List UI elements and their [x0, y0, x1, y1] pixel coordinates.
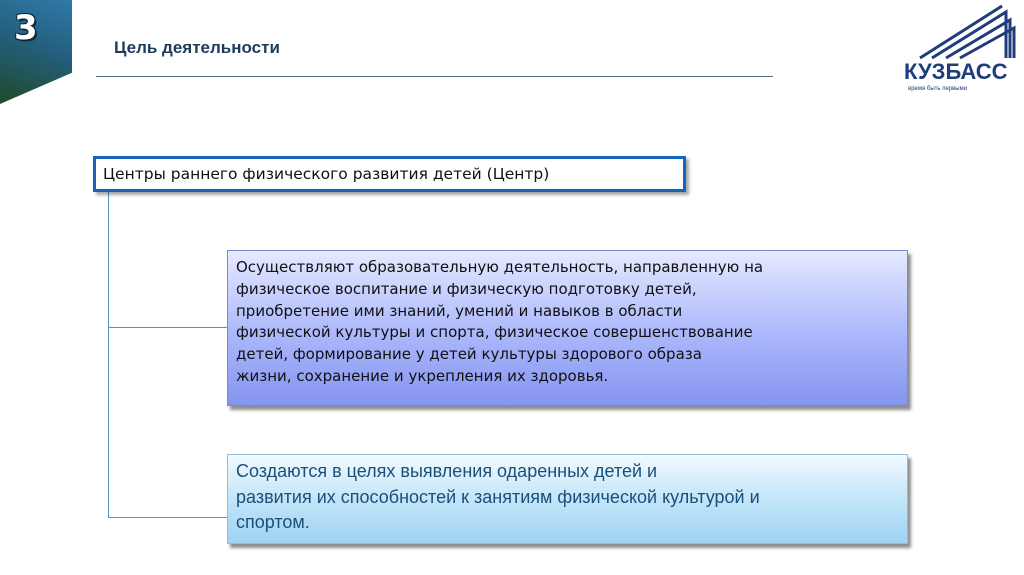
slide-number: 3 — [14, 8, 38, 48]
box-2-line: Создаются в целях выявления одаренных детей и — [236, 461, 658, 481]
centers-header-box: Центры раннего физического развития детей (Центр) — [93, 156, 686, 192]
logo-text: КУЗБАСС — [904, 59, 1008, 84]
box-1-line: приобретение ими знаний, умений и навыков в области — [236, 301, 683, 320]
connector-vertical — [108, 192, 109, 518]
box-1-line: детей, формирование у детей культуры здорового образа — [236, 345, 702, 364]
purpose-box — [227, 454, 908, 544]
page-title: Цель деятельности — [114, 38, 280, 57]
box-2-line: развития их способностей к занятиям физической культурой и — [236, 486, 760, 507]
logo-tagline: время быть первыми — [908, 86, 968, 92]
kuzbass-logo — [898, 2, 1024, 98]
box-1-line: физической культуры и спорта, физическое совершенствование — [236, 323, 753, 342]
box-1-line: Осуществляют образовательную деятельность, направленную на — [236, 258, 764, 276]
box-1-line: физическое воспитание и физическую подготовку детей, — [236, 279, 697, 298]
connector-branch-1 — [108, 327, 227, 328]
title-divider — [96, 76, 773, 77]
connector-branch-2 — [108, 517, 227, 518]
box-1-line: жизни, сохранение и укрепления их здоровья. — [236, 366, 609, 385]
box-2-line: спортом. — [236, 512, 310, 532]
activity-description-box — [227, 250, 908, 406]
